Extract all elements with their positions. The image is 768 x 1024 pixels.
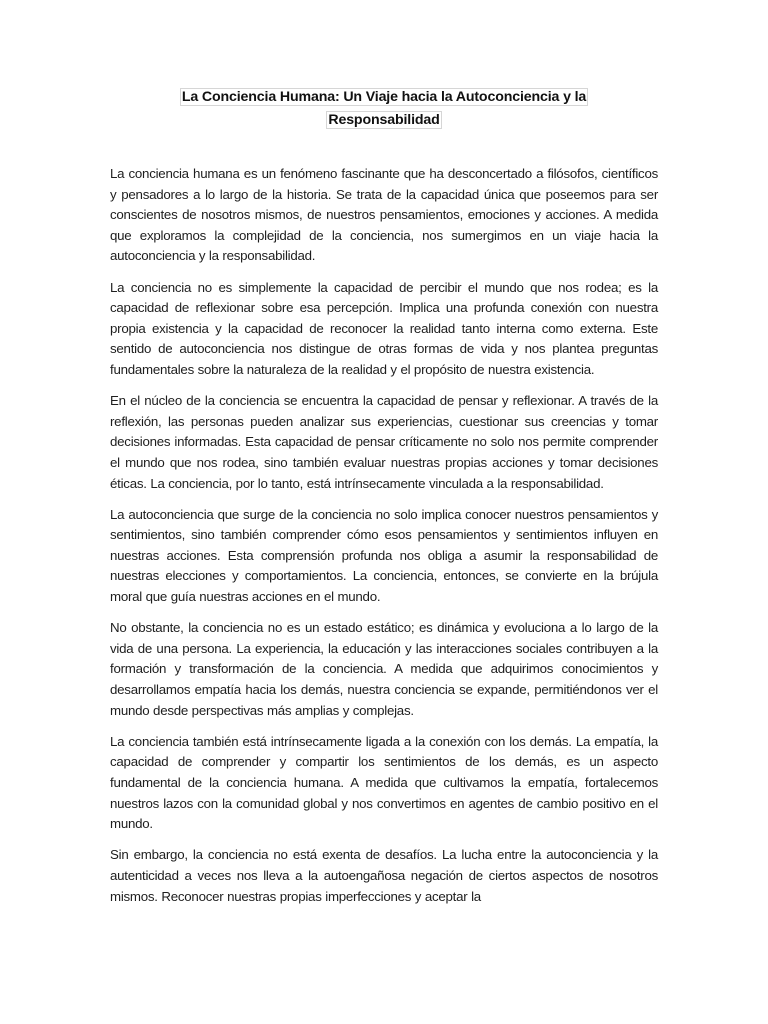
document-title-line-2: Responsabilidad bbox=[328, 112, 440, 128]
paragraph-3: En el núcleo de la conciencia se encuentra la capacidad de pensar y reflexionar. A través de la reflexión, las personas pueden analizar sus experiencias, cuestionar sus creencias y tomar decisiones informadas. Esta capacidad de pensar críticamente no solo nos permite comprender el mundo que nos rodea, sino también evaluar nuestras propias acciones y tomar decisiones éticas. La conciencia, por lo tanto, está intrínsecamente vinculada a la responsabilidad. bbox=[110, 393, 658, 491]
paragraph-6: La conciencia también está intrínsecamente ligada a la conexión con los demás. La empatía, la capacidad de comprender y compartir los sentimientos de los demás, es un aspecto fundamental de la conciencia humana. A medida que cultivamos la empatía, fortalecemos nuestros lazos con la comunidad global y nos convertimos en agentes de cambio positivo en el mundo. bbox=[110, 733, 658, 832]
paragraph-1: La conciencia humana es un fenómeno fascinante que ha desconcertado a filósofos, científicos y pensadores a lo largo de la historia. Se trata de la capacidad única que poseemos para ser conscientes de nosotros mismos, de nuestros pensamientos, emociones y acciones. A medida que exploramos la complejidad de la conciencia, nos sumergimos en un viaje hacia la autoconciencia y la responsabilidad. bbox=[110, 166, 658, 264]
paragraph-2: La conciencia no es simplemente la capacidad de percibir el mundo que nos rodea; es la capacidad de reflexionar sobre esa percepción. Implica una profunda conexión con nuestra propia existencia y la capacidad de reconocer la realidad tanto interna como externa. Este sentido de autoconciencia nos distingue de otras formas de vida y nos plantea preguntas fundamentales sobre la naturaleza de la realidad y el propósito de nuestra existencia. bbox=[110, 279, 658, 377]
document-title bbox=[110, 86, 658, 132]
document-body bbox=[110, 164, 658, 907]
paragraph-5: No obstante, la conciencia no es un estado estático; es dinámica y evoluciona a lo largo de la vida de una persona. La experiencia, la educación y las interacciones sociales contribuyen a la formación y transformación de la conciencia. A medida que adquirimos conocimientos y desarrollamos empatía hacia los demás, nuestra conciencia se expande, permitiéndonos ver el mundo desde perspectivas más amplias y complejas. bbox=[110, 620, 658, 718]
paragraph-4: La autoconciencia que surge de la conciencia no solo implica conocer nuestros pensamientos y sentimientos, sino también comprender cómo esos pensamientos y sentimientos influyen en nuestras acciones. Esta comprensión profunda nos obliga a asumir la responsabilidad de nuestras elecciones y comportamientos. La conciencia, entonces, se convierte en la brújula moral que guía nuestras acciones en el mundo. bbox=[110, 506, 658, 605]
document-title-line-1: La Conciencia Humana: Un Viaje hacia la Autoconciencia y la bbox=[181, 89, 587, 105]
paragraph-7: Sin embargo, la conciencia no está exenta de desafíos. La lucha entre la autoconciencia y la autenticidad a veces nos lleva a la autoengañosa negación de ciertos aspectos de nosotros mismos. Reconocer nuestras propias imperfecciones y aceptar la bbox=[110, 847, 658, 904]
